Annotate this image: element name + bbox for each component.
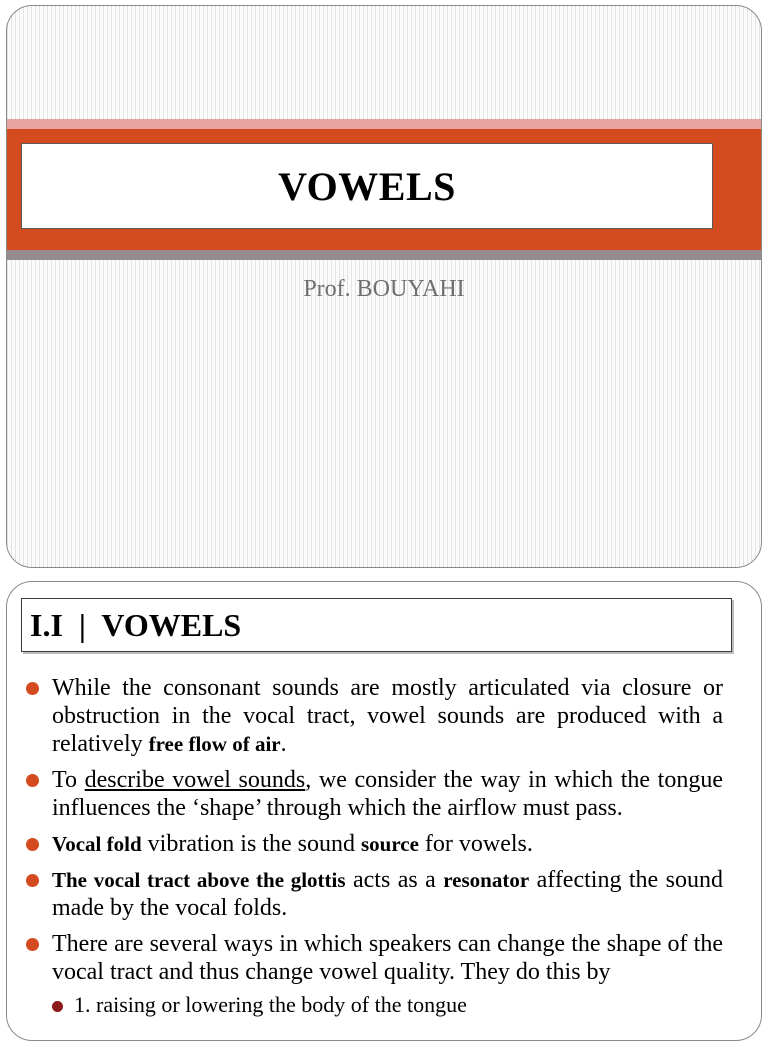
- slide-title: VOWELS: [278, 163, 456, 209]
- bullet-bold-text: The vocal tract above the glottis: [52, 868, 346, 892]
- bullet-item: [23, 866, 723, 922]
- bullet-text: There are several ways in which speakers can change the shape of the vocal tract and thus change vowel quality. They do this by: [52, 931, 723, 985]
- bullet-dot-icon: [26, 774, 39, 787]
- bullet-underlined-text: describe vowel sounds: [84, 767, 306, 793]
- pink-accent-band: [7, 119, 761, 129]
- bullet-text: vibration is the sound: [141, 831, 361, 857]
- bullet-text: .: [280, 731, 287, 757]
- bullet-text: for vowels.: [418, 831, 533, 857]
- author-name: Prof. BOUYAHI: [303, 276, 465, 302]
- bullet-item: [23, 830, 723, 858]
- bullet-dot-icon: [26, 874, 39, 887]
- bullet-bold-text: Vocal fold: [52, 832, 142, 856]
- bullet-text: acts as a: [345, 867, 444, 893]
- title-box: [21, 143, 713, 229]
- bullet-text: , we consider the way in which the tongue influences the ‘shape’ through which the airflow must pass.: [52, 767, 723, 821]
- bullet-bold-text: source: [360, 832, 419, 856]
- bullet-text: affecting the sound made by the vocal folds.: [52, 867, 723, 921]
- bullet-item: [23, 930, 723, 986]
- bullet-text: To: [52, 767, 85, 793]
- sub-bullet-item: [23, 992, 723, 1018]
- bullet-dot-icon: [26, 682, 39, 695]
- gray-accent-band: [7, 250, 761, 260]
- bullet-dot-icon: [26, 838, 39, 851]
- sub-bullet-dot-icon: [52, 1001, 63, 1012]
- heading-box: [21, 598, 732, 652]
- sub-bullet-text: 1. raising or lowering the body of the tongue: [74, 992, 467, 1017]
- bullet-bold-text: resonator: [443, 868, 530, 892]
- bullet-list: [23, 674, 723, 1018]
- bullet-bold-text: free flow of air: [148, 732, 281, 756]
- bullet-text: While the consonant sounds are mostly articulated via closure or obstruction in the vocal tract, vowel sounds are produced with a relatively: [52, 675, 723, 757]
- bullet-item: [23, 766, 723, 822]
- content-slide: [6, 581, 762, 1041]
- title-slide: [6, 5, 762, 568]
- bullet-item: [23, 674, 723, 758]
- slide-heading: I.I | VOWELS: [30, 606, 242, 643]
- bullet-dot-icon: [26, 938, 39, 951]
